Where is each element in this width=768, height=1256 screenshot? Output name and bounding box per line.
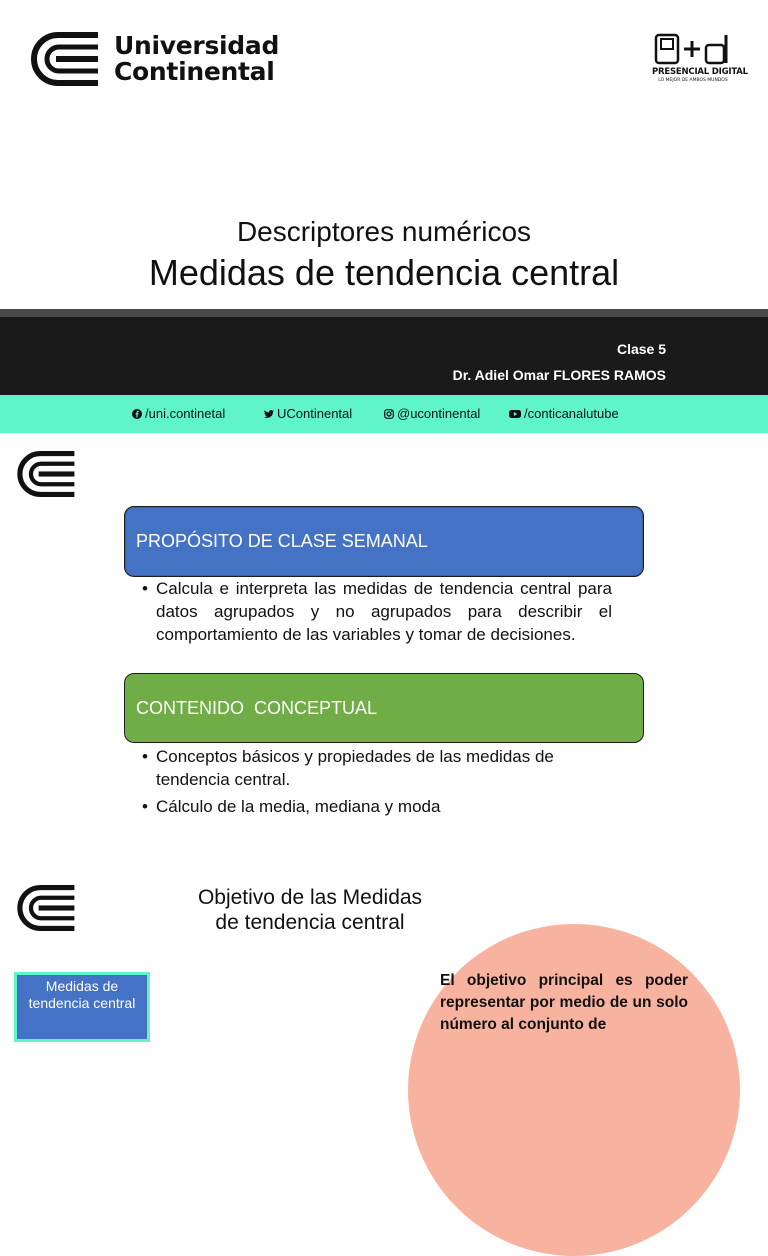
objective-title-line-2: de tendencia central [215,911,405,934]
measures-box: Medidas de tendencia central [14,972,150,1042]
objective-title-line-1: Objetivo de las Medidas [197,886,423,909]
class-label: Clase 5 [616,341,666,357]
slide-subtitle: Descriptores numéricos [236,216,532,247]
objective-title [150,885,470,935]
logo-wordmark [114,33,279,85]
presencial-digital-logo [652,33,748,83]
social-facebook[interactable] [132,406,225,421]
purpose-bullet-list [142,577,612,646]
uc-logo-mark-icon [32,32,102,86]
content-bullet-list [142,745,612,822]
content-heading: CONTENIDO CONCEPTUAL [136,697,378,718]
universidad-continental-logo [32,32,279,86]
social-facebook-text: /uni.continetal [145,406,226,421]
social-instagram[interactable] [384,406,480,421]
purpose-slide [0,433,768,835]
pd-logo-mark-icon [654,33,732,65]
social-instagram-text: @ucontinental [397,406,481,421]
social-youtube-text: /conticanalutube [524,406,619,421]
social-links-band [0,395,768,433]
pd-logo-tagline: LO MEJOR DE AMBOS MUNDOS [658,78,728,83]
social-twitter-text: UContinental [277,406,353,421]
logo-line-2: Continental [114,57,275,86]
social-youtube[interactable] [509,406,619,421]
professor-name: Dr. Adiel Omar FLORES RAMOS [452,367,666,383]
uc-logo-mark-icon [18,451,78,497]
logo-line-1: Universidad [114,31,280,60]
uc-logo-mark-icon [18,885,78,931]
objective-circle-text: El objetivo principal es poder representar por medio de un solo número al conjunto de [440,972,688,1033]
list-item: • Conceptos básicos y propiedades de las medidas de tendencia central. [142,745,612,791]
facebook-icon [132,409,142,419]
social-twitter[interactable] [264,406,352,421]
twitter-icon [264,409,274,419]
list-item: • Calcula e interpreta las medidas de tendencia central para datos agrupados y no agrupados para describir el comportamiento de las variables y tomar de decisiones. [142,577,612,646]
pd-logo-name: PRESENCIAL DIGITAL [652,67,748,77]
presenter-band [0,309,768,395]
purpose-heading-box [124,506,644,577]
purpose-heading: PROPÓSITO DE CLASE SEMANAL [136,531,428,551]
youtube-icon [509,409,521,419]
title-slide [0,0,768,433]
list-item: • Cálculo de la media, mediana y moda [142,795,612,818]
content-heading-box [124,673,644,743]
objective-slide [0,835,768,1033]
instagram-icon [384,409,394,419]
slide-title: Medidas de tendencia central [148,252,620,293]
